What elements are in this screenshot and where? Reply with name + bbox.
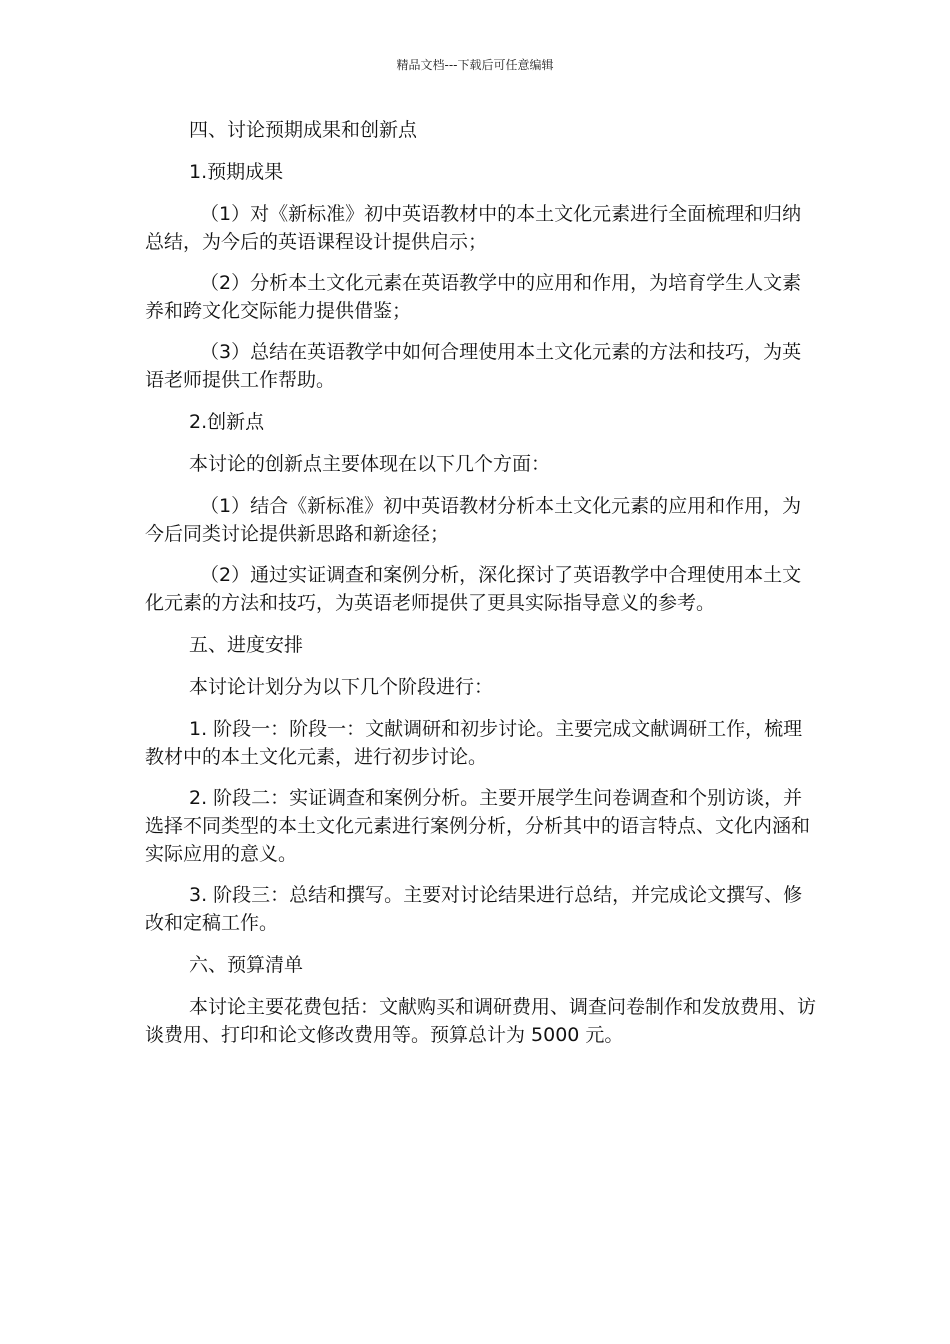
schedule-intro: 本讨论计划分为以下几个阶段进行： [189, 676, 494, 698]
schedule-stage-1: 1. 阶段一：阶段一：文献调研和初步讨论。主要完成文献调研工作，梳理教材中的本土文化元素，进行初步讨论。 [145, 718, 803, 768]
expected-result-item-3: （3）总结在英语教学中如何合理使用本土文化元素的方法和技巧，为英语老师提供工作帮助。 [145, 341, 802, 391]
document-body [145, 116, 817, 1049]
schedule-stage-3: 3. 阶段三：总结和撰写。主要对讨论结果进行总结，并完成论文撰写、修改和定稿工作。 [145, 884, 803, 934]
subheading-innovations: 2.创新点 [189, 411, 265, 433]
budget-body: 本讨论主要花费包括：文献购买和调研费用、调查问卷制作和发放费用、访谈费用、打印和论文修改费用等。预算总计为 5000 元。 [145, 996, 817, 1046]
section-heading-4: 四、讨论预期成果和创新点 [189, 119, 418, 141]
innovation-item-2: （2）通过实证调查和案例分析，深化探讨了英语教学中合理使用本土文化元素的方法和技巧，为英语老师提供了更具实际指导意义的参考。 [145, 564, 802, 614]
page-header: 精品文档---下载后可任意编辑 [396, 58, 554, 72]
innovations-intro: 本讨论的创新点主要体现在以下几个方面： [189, 453, 551, 475]
expected-result-item-2: （2）分析本土文化元素在英语教学中的应用和作用，为培育学生人文素养和跨文化交际能力提供借鉴； [145, 272, 802, 322]
schedule-stage-2: 2. 阶段二：实证调查和案例分析。主要开展学生问卷调查和个别访谈，并选择不同类型的本土文化元素进行案例分析，分析其中的语言特点、文化内涵和实际应用的意义。 [145, 787, 811, 865]
section-heading-5: 五、进度安排 [189, 634, 304, 656]
innovation-item-1: （1）结合《新标准》初中英语教材分析本土文化元素的应用和作用，为今后同类讨论提供新思路和新途径； [145, 495, 802, 545]
expected-result-item-1: （1）对《新标准》初中英语教材中的本土文化元素进行全面梳理和归纳总结，为今后的英语课程设计提供启示； [145, 203, 802, 253]
subheading-expected-results: 1.预期成果 [189, 161, 284, 183]
section-heading-6: 六、预算清单 [189, 954, 304, 976]
